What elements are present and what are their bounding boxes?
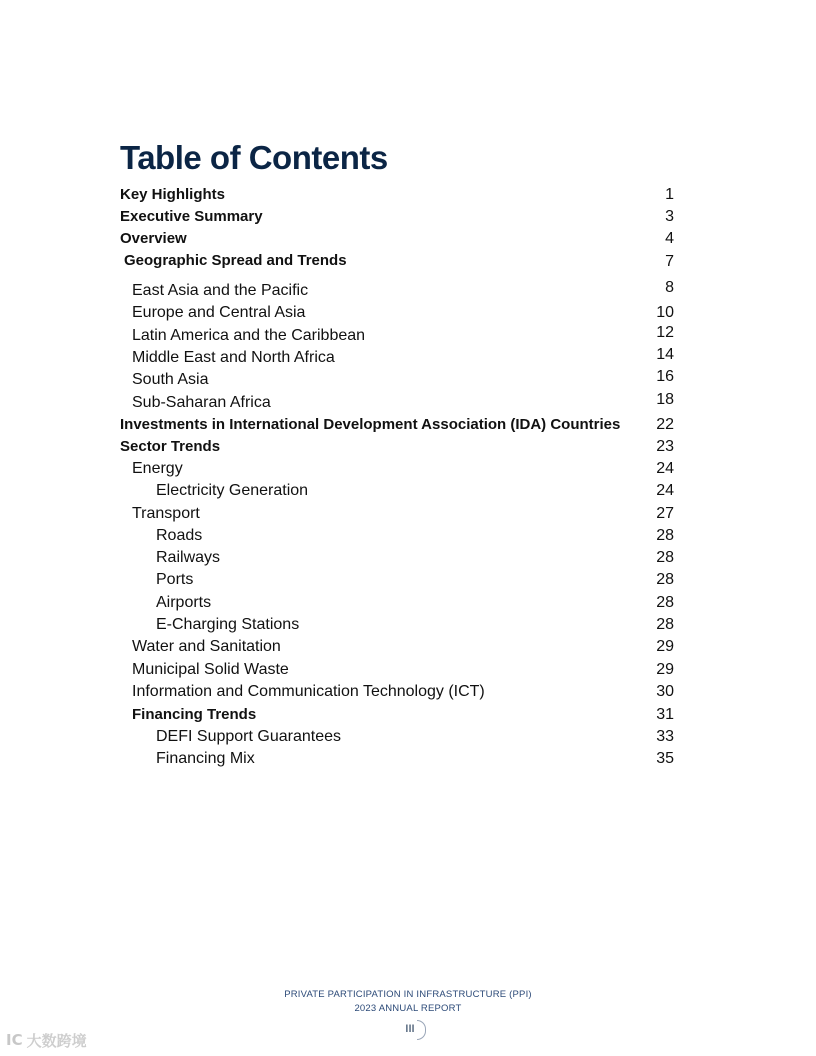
toc-entry-label: Middle East and North Africa xyxy=(132,349,335,366)
toc-entry-label: Executive Summary xyxy=(120,208,263,225)
toc-entry[interactable] xyxy=(0,414,816,436)
toc-entry-page: 10 xyxy=(656,304,674,321)
toc-entry-label: DEFI Support Guarantees xyxy=(156,728,341,745)
toc-entry[interactable] xyxy=(0,525,816,547)
toc-entry-label: Sector Trends xyxy=(120,438,221,455)
toc-entry-page: 24 xyxy=(656,460,674,477)
toc-entry-page: 28 xyxy=(656,571,674,588)
toc-entry[interactable] xyxy=(0,503,816,525)
toc-entry-page: 28 xyxy=(656,594,674,611)
toc-entry[interactable] xyxy=(0,480,816,502)
toc-entry-label: South Asia xyxy=(132,371,209,388)
toc-entry-page: 30 xyxy=(656,683,674,700)
toc-entry[interactable] xyxy=(0,636,816,658)
toc-entry-label: Sub-Saharan Africa xyxy=(132,394,271,411)
toc-entry-page: 4 xyxy=(665,230,674,247)
toc-entry-label: Electricity Generation xyxy=(156,482,309,499)
toc-entry[interactable] xyxy=(0,325,816,347)
toc-entry-label: Investments in International Development Association (IDA) Countries xyxy=(120,416,621,433)
toc-entry[interactable] xyxy=(0,369,816,391)
toc-entry-page: 33 xyxy=(656,728,674,745)
page-title: Table of Contents xyxy=(120,139,388,176)
toc-entry[interactable] xyxy=(0,280,816,302)
toc-entry-page: 14 xyxy=(656,346,674,363)
toc-entry[interactable] xyxy=(0,436,816,458)
toc-entry-page: 8 xyxy=(665,279,674,296)
toc-entry-page: 29 xyxy=(656,638,674,655)
toc-entry[interactable] xyxy=(0,392,816,414)
toc-entry[interactable] xyxy=(0,206,816,228)
toc-entry-label: Roads xyxy=(156,527,203,544)
toc-entry-label: Europe and Central Asia xyxy=(132,304,306,321)
toc-entry-label: Latin America and the Caribbean xyxy=(132,327,366,344)
toc-entry[interactable] xyxy=(0,547,816,569)
toc-entry-label: Water and Sanitation xyxy=(132,638,281,655)
toc-entry-page: 31 xyxy=(656,706,674,723)
toc-entry-page: 28 xyxy=(656,616,674,633)
toc-entry-page: 22 xyxy=(656,416,674,433)
toc-entry-page: 28 xyxy=(656,527,674,544)
toc-entry-label: Transport xyxy=(132,505,200,522)
toc-entry-page: 1 xyxy=(665,186,674,203)
page-number xyxy=(398,1018,422,1040)
toc-entry-page: 27 xyxy=(656,505,674,522)
toc-entry-page: 35 xyxy=(656,750,674,767)
toc-entry[interactable] xyxy=(0,704,816,726)
toc-entry[interactable] xyxy=(0,458,816,480)
toc-entry-page: 24 xyxy=(656,482,674,499)
toc-entry[interactable] xyxy=(0,659,816,681)
toc-entry-label: Railways xyxy=(156,549,221,566)
toc-entry-label: Financing Trends xyxy=(132,706,257,723)
toc-entry-label: Key Highlights xyxy=(120,186,226,203)
toc-entry-page: 3 xyxy=(665,208,674,225)
toc-entry[interactable] xyxy=(0,347,816,369)
toc-entry-label: Financing Mix xyxy=(156,750,255,767)
toc-entry-label: Ports xyxy=(156,571,194,588)
watermark-logo xyxy=(6,1028,110,1052)
toc-entry[interactable] xyxy=(0,184,816,206)
toc-entry-label: Geographic Spread and Trends xyxy=(124,252,347,269)
watermark-text: 大数跨境 xyxy=(26,1031,87,1050)
toc-entry-label: Municipal Solid Waste xyxy=(132,661,289,678)
toc-entry-page: 16 xyxy=(656,368,674,385)
toc-entry[interactable] xyxy=(0,302,816,324)
toc-entry-label: E-Charging Stations xyxy=(156,616,300,633)
toc-entry-page: 18 xyxy=(656,391,674,408)
toc-entry[interactable] xyxy=(0,748,816,770)
toc-entry-page: 28 xyxy=(656,549,674,566)
toc-entry-page: 23 xyxy=(656,438,674,455)
toc-entry-label: Information and Communication Technology (ICT) xyxy=(132,683,485,700)
footer-report-subtitle: 2023 ANNUAL REPORT xyxy=(354,1003,462,1014)
footer-report-title: PRIVATE PARTICIPATION IN INFRASTRUCTURE (PPI) xyxy=(284,989,532,1000)
toc-entry[interactable] xyxy=(0,569,816,591)
page-number-label: III xyxy=(405,1023,415,1035)
toc-entry-label: Airports xyxy=(156,594,212,611)
toc-entry[interactable] xyxy=(0,726,816,748)
toc-entry-page: 7 xyxy=(665,253,674,270)
toc-entry[interactable] xyxy=(0,250,816,272)
toc-entry[interactable] xyxy=(0,681,816,703)
toc-entry[interactable] xyxy=(0,592,816,614)
toc-entry-label: Overview xyxy=(120,230,187,247)
toc-entry-page: 12 xyxy=(656,324,674,341)
toc-entry-label: East Asia and the Pacific xyxy=(132,282,309,299)
toc-entry[interactable] xyxy=(0,614,816,636)
toc-entry-page: 29 xyxy=(656,661,674,678)
toc-entry[interactable] xyxy=(0,228,816,250)
toc-entry-label: Energy xyxy=(132,460,183,477)
watermark-mark: IC xyxy=(6,1031,23,1049)
